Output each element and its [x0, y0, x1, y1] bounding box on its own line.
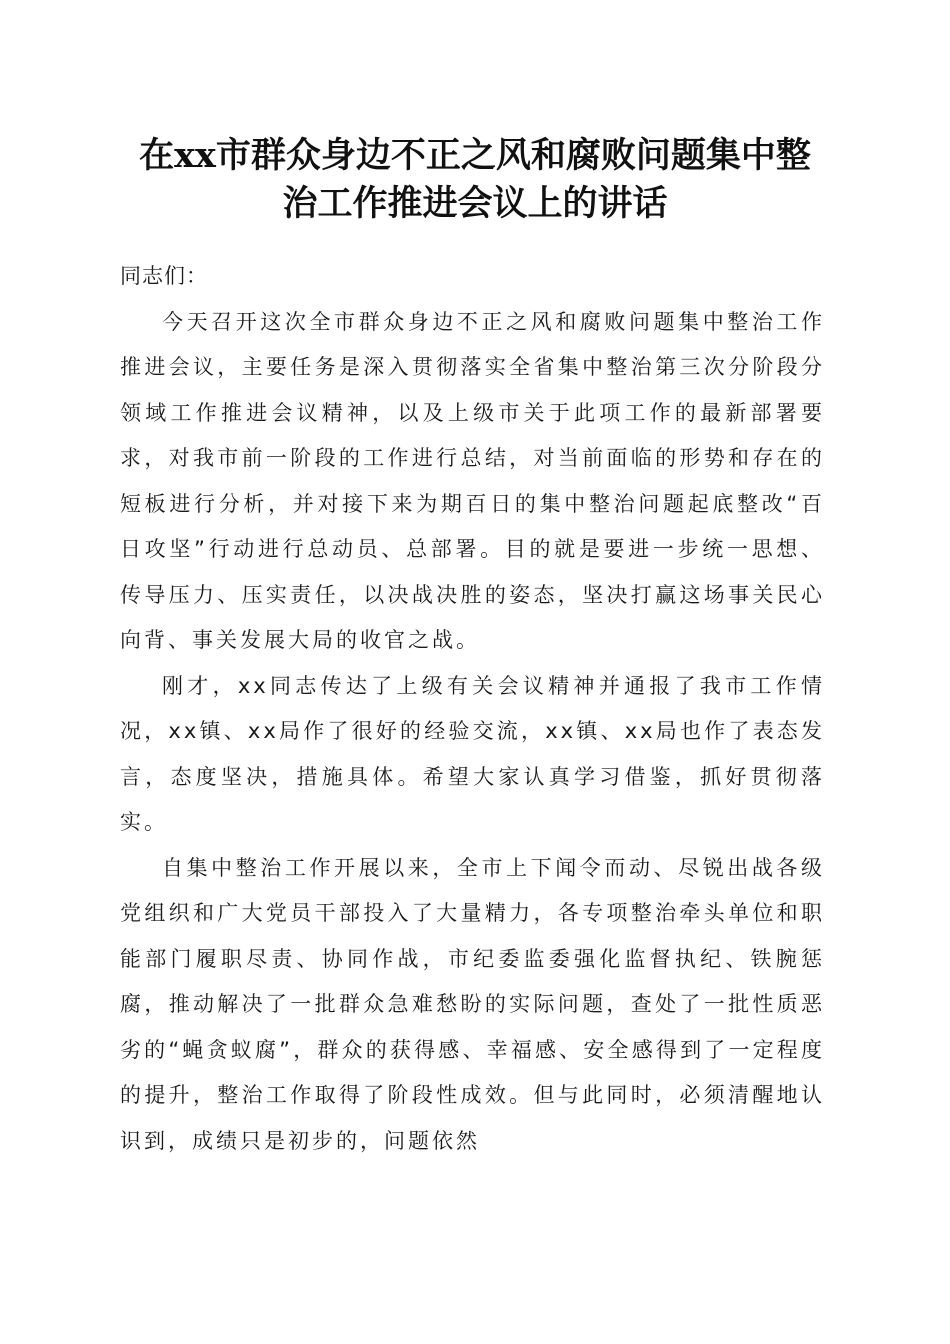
- paragraph-exchange: 刚才，xx同志传达了上级有关会议精神并通报了我市工作情况，xx镇、xx局作了很好的经验交流，xx镇、xx局也作了表态发言，态度坚决，措施具体。希望大家认真学习借鉴，抓好贯彻落实。: [120, 673, 825, 834]
- speech-body: [120, 254, 825, 1164]
- speech-title: [100, 132, 850, 228]
- salutation: 同志们：: [120, 264, 208, 288]
- paragraph-opening: 今天召开这次全市群众身边不正之风和腐败问题集中整治工作推进会议，主要任务是深入贯彻落实全省集中整治第三次分阶段分领域工作推进会议精神，以及上级市关于此项工作的最新部署要求，对我市前一阶段的工作进行总结，对当前面临的形势和存在的短板进行分析，并对接下来为期百日的集中整治问题起底整改“百日攻坚”行动进行总动员、总部署。目的就是要进一步统一思想、传导压力、压实责任，以决战决胜的姿态，坚决打赢这场事关民心向背、事关发展大局的收官之战。: [120, 309, 825, 652]
- paragraph-progress: 自集中整治工作开展以来，全市上下闻令而动、尽锐出战各级党组织和广大党员干部投入了大量精力，各专项整治牵头单位和职能部门履职尽责、协同作战，市纪委监委强化监督执纪、铁腕惩腐，推动解决了一批群众急难愁盼的实际问题，查处了一批性质恶劣的“蝇贪蚁腐”，群众的获得感、幸福感、安全感得到了一定程度的提升，整治工作取得了阶段性成效。但与此同时，必须清醒地认识到，成绩只是初步的，问题依然: [120, 855, 825, 1153]
- title-line-1: 在xx市群众身边不正之风和腐败问题集中整: [139, 135, 811, 176]
- title-line-2: 治工作推进会议上的讲话: [282, 183, 668, 224]
